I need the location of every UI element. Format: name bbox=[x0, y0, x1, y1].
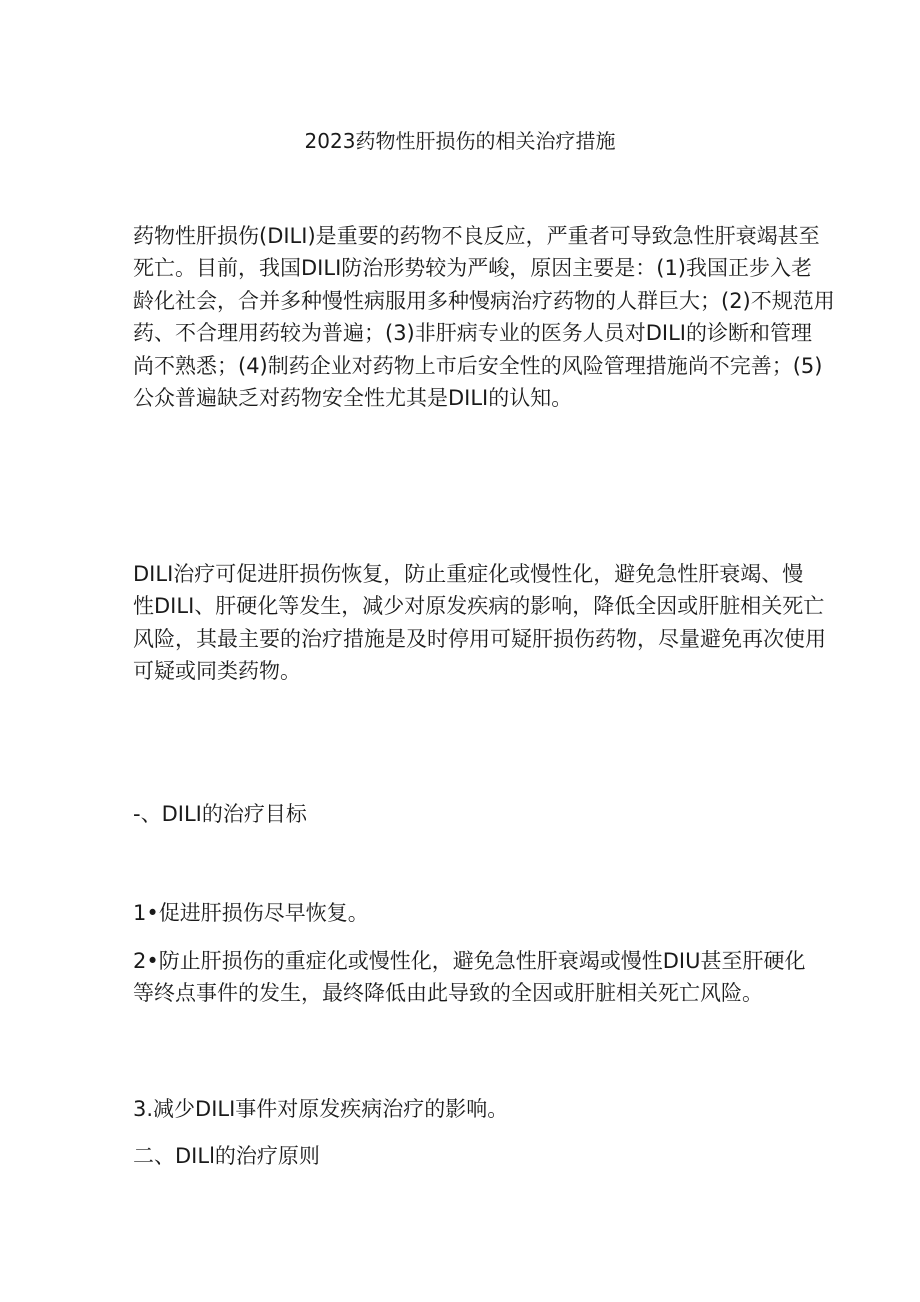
list-item-line: 2•防止肝损伤的重症化或慢性化，避免急性肝衰竭或慢性DIU甚至肝硬化 bbox=[133, 949, 806, 973]
paragraph-line: 死亡。目前，我国DILI防治形势较为严峻，原因主要是：(1)我国正步入老 bbox=[133, 256, 813, 281]
list-item-3: 3.减少DILI事件对原发疾病治疗的影响。 bbox=[133, 1097, 509, 1121]
section-heading-goals: -、DILI的治疗目标 bbox=[133, 802, 307, 826]
paragraph-line: 龄化社会，合并多种慢性病服用多种慢病治疗药物的人群巨大；(2)不规范用 bbox=[133, 288, 835, 313]
section-heading-principles: 二、DILl的治疗原则 bbox=[133, 1144, 320, 1168]
paragraph-line: 公众普遍缺乏对药物安全性尤其是DILI的认知。 bbox=[133, 385, 573, 410]
list-item-line: 等终点事件的发生，最终降低由此导致的全因或肝脏相关死亡风险。 bbox=[133, 981, 763, 1006]
paragraph-line: DILI治疗可促进肝损伤恢复，防止重症化或慢性化，避免急性肝衰竭、慢 bbox=[133, 562, 804, 586]
paragraph-line: 风险，其最主要的治疗措施是及时停用可疑肝损伤药物，尽量避免再次使用 bbox=[133, 626, 826, 651]
paragraph-line: 性DILI、肝硬化等发生，减少对原发疾病的影响，降低全因或肝脏相关死亡 bbox=[133, 594, 825, 619]
paragraph-line: 尚不熟悉；(4)制药企业对药物上市后安全性的风险管理措施尚不完善；(5) bbox=[133, 353, 823, 378]
list-item-1: 1•促进肝损伤尽早恢复。 bbox=[133, 901, 369, 925]
paragraph-line: 药、不合理用药较为普遍；(3)非肝病专业的医务人员对DILI的诊断和管理 bbox=[133, 321, 813, 346]
paragraph-line: 可疑或同类药物。 bbox=[133, 659, 301, 684]
list-item-2 bbox=[133, 945, 806, 1010]
paragraph-dili-overview bbox=[133, 220, 835, 414]
paragraph-dili-treatment bbox=[133, 558, 826, 688]
document-title: 2023药物性肝损伤的相关治疗措施 bbox=[304, 129, 616, 153]
paragraph-line: 药物性肝损伤(DILI)是重要的药物不良反应，严重者可导致急性肝衰竭甚至 bbox=[133, 224, 820, 248]
